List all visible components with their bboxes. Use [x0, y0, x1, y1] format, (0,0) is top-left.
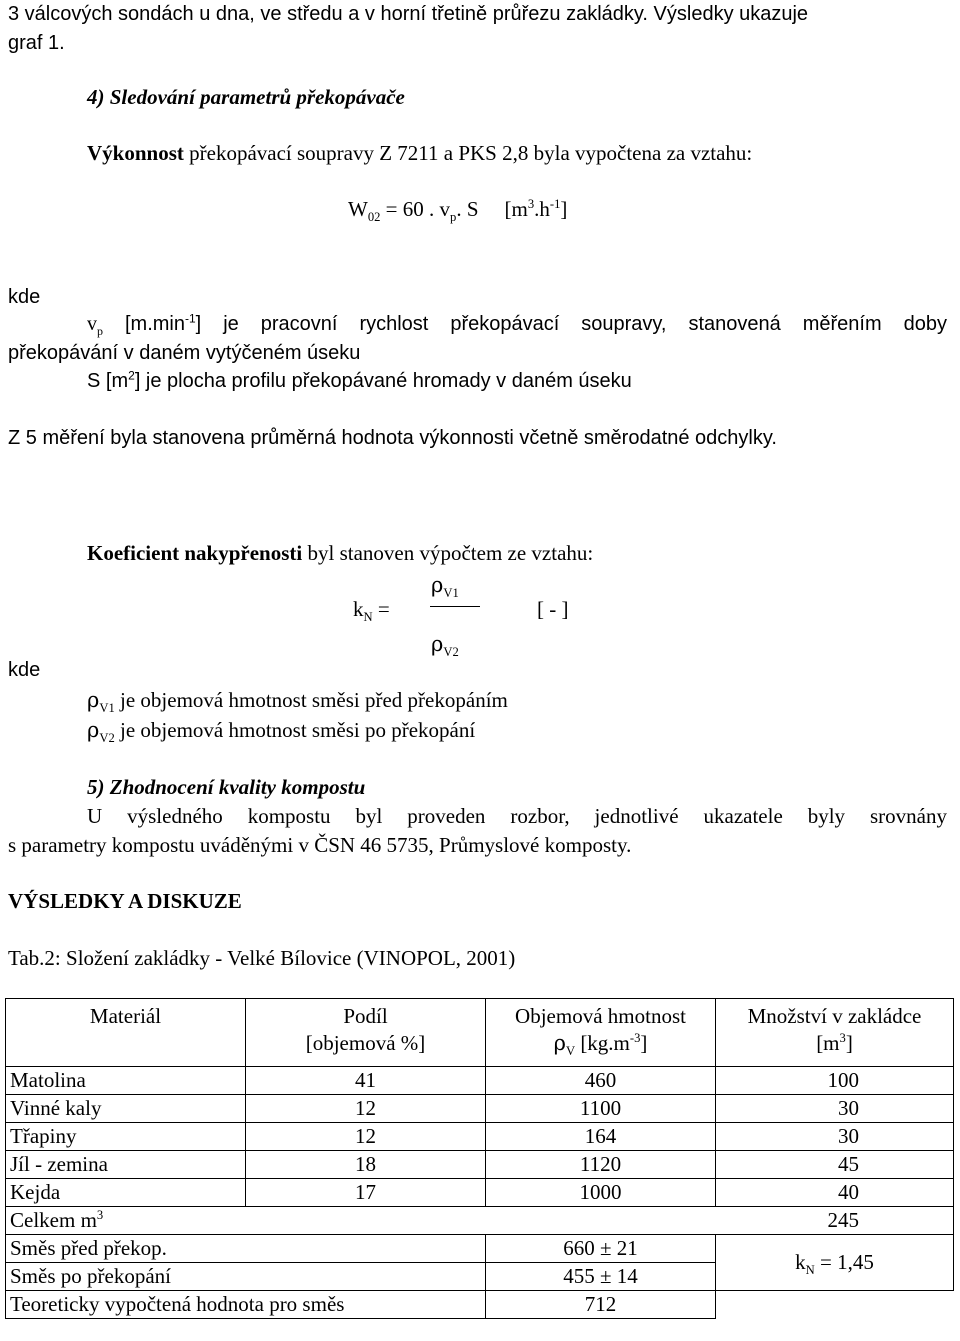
header-material [6, 999, 246, 1067]
rho-sub: V1 [443, 586, 459, 601]
k-sub: N [363, 610, 373, 625]
definition-vp [87, 311, 947, 338]
section-heading: 5) Zhodnocení kvality kompostu [87, 775, 366, 799]
fraction-denominator [431, 632, 459, 660]
cell-share: 41 [246, 1067, 486, 1095]
cell-density: 164 [486, 1123, 716, 1151]
cell-share: 17 [246, 1179, 486, 1207]
header-text: Objemová hmotnost [515, 1004, 686, 1028]
cell-density: 1120 [486, 1151, 716, 1179]
cell-amount: 30 [716, 1123, 954, 1151]
cell-share: 12 [246, 1095, 486, 1123]
header-text: [m [816, 1031, 840, 1055]
fraction-line [430, 606, 480, 607]
header-text: [objemová %] [305, 1031, 426, 1055]
k-letter: k [353, 597, 364, 621]
coef-intro-text: byl stanoven výpočtem ze vztahu: [302, 541, 594, 565]
cell-amount: 40 [716, 1179, 954, 1207]
rho-sub: V2 [99, 731, 115, 746]
total-sup: 3 [96, 1208, 104, 1222]
rho-sub: V2 [443, 645, 459, 660]
cell-share: 18 [246, 1151, 486, 1179]
def-unit: [m.min [124, 313, 185, 335]
def-text: je pracovní rychlost překopávací soupravy, stanovená měřením doby [223, 313, 947, 335]
cell-material: Vinné kaly [6, 1095, 246, 1123]
def-s-symbol: S [m [87, 370, 129, 392]
rho-sub: V [565, 1044, 576, 1059]
cell-empty [716, 1291, 954, 1319]
def-symbol: v [87, 313, 97, 335]
table-row-before [6, 1235, 954, 1263]
formula-unit: .h [534, 197, 550, 221]
def-text: je objemová hmotnost směsi po překopání [114, 718, 476, 742]
rho-symbol: ρ [553, 1031, 566, 1055]
composition-table [5, 998, 954, 1319]
def-symbol-sub: p [97, 324, 103, 338]
cell-share: 12 [246, 1123, 486, 1151]
coef-intro [87, 543, 593, 564]
header-sup: 3 [839, 1031, 846, 1045]
rho-symbol: ρ [431, 632, 444, 656]
total-label: Celkem m [10, 1208, 97, 1232]
unit-dimensionless: [ - ] [537, 597, 569, 621]
cell-density: 1100 [486, 1095, 716, 1123]
text-line: 3 válcových sondách u dna, ve středu a v horní třetině průřezu zakládky. Výsledky ukazuje [8, 3, 809, 25]
cell-total-value: 245 [716, 1207, 954, 1235]
definition-vp-cont: překopávání v daném vytýčeném úseku [8, 342, 361, 364]
kn-symbol [353, 597, 390, 625]
table-row [6, 1123, 954, 1151]
kde-label: kde [8, 659, 41, 681]
text-line: U výsledného kompostu byl proveden rozbor, jednotlivé ukazatele byly srovnány [87, 804, 947, 828]
formula-lhs: W [348, 197, 368, 221]
header-text: Materiál [89, 1004, 162, 1028]
cell-before-label: Směs před překop. [6, 1235, 486, 1263]
cell-total-label [6, 1207, 716, 1235]
table-row [6, 1151, 954, 1179]
cell-theory-value: 712 [486, 1291, 716, 1319]
table-header-row [6, 999, 954, 1067]
cell-before-value: 660 ± 21 [486, 1235, 716, 1263]
table-row-theory [6, 1291, 954, 1319]
cell-density: 1000 [486, 1179, 716, 1207]
results-heading: VÝSLEDKY A DISKUZE [8, 889, 242, 913]
cell-material: Kejda [6, 1179, 246, 1207]
section-heading: 4) Sledování parametrů překopávače [87, 85, 405, 109]
header-density [486, 999, 716, 1067]
table-caption: Tab.2: Složení zakládky - Velké Bílovice (VINOPOL, 2001) [8, 946, 516, 970]
cell-kn [716, 1235, 954, 1291]
table-row [6, 1179, 954, 1207]
def-s-text: ] je plocha profilu překopávané hromady v daném úseku [134, 370, 632, 392]
cell-amount: 100 [716, 1067, 954, 1095]
formula-sup: -1 [549, 197, 561, 211]
formula-eq: = 60 . v [380, 197, 451, 221]
formula-sup: 3 [527, 197, 535, 211]
kn-value: = 1,45 [814, 1250, 874, 1274]
header-amount [716, 999, 954, 1067]
table-row [6, 1067, 954, 1095]
rho-symbol: ρ [87, 718, 100, 742]
rho-symbol: ρ [87, 688, 100, 712]
header-sup: -3 [629, 1031, 641, 1045]
rho-sub: V1 [99, 701, 115, 716]
header-text: [kg.m [575, 1031, 630, 1055]
cell-amount: 45 [716, 1151, 954, 1179]
cell-amount: 30 [716, 1095, 954, 1123]
summary-line: Z 5 měření byla stanovena průměrná hodnota výkonnosti včetně směrodatné odchylky. [8, 427, 777, 449]
kn-sub: N [805, 1263, 815, 1278]
definition-s [87, 368, 632, 392]
fraction-numerator [431, 573, 459, 601]
table-row [6, 1095, 954, 1123]
cell-material: Třapiny [6, 1123, 246, 1151]
def-rho-v1 [87, 688, 508, 716]
table-row-total [6, 1207, 954, 1235]
formula-lhs-sub: 02 [367, 210, 381, 225]
def-unit-sup: -1 [184, 311, 196, 326]
def-unit: ] [195, 313, 202, 335]
header-share [246, 999, 486, 1067]
formula-unit: [m [504, 197, 528, 221]
cell-density: 460 [486, 1067, 716, 1095]
header-text: Podíl [343, 1004, 388, 1028]
text-line: graf 1. [8, 32, 65, 54]
formula-unit: ] [560, 197, 568, 221]
kde-label: kde [8, 286, 41, 308]
intro-paragraph [87, 143, 752, 164]
cell-material: Jíl - zemina [6, 1151, 246, 1179]
cell-after-value: 455 ± 14 [486, 1263, 716, 1291]
header-text: ] [640, 1031, 648, 1055]
header-text: ] [845, 1031, 853, 1055]
equals: = [372, 597, 390, 621]
intro-text: překopávací soupravy Z 7211 a PKS 2,8 byla vypočtena za vztahu: [183, 141, 753, 165]
cell-after-label: Směs po překopání [6, 1263, 486, 1291]
def-s-sup: 2 [128, 368, 135, 383]
coef-intro-bold: Koeficient nakypřenosti [87, 541, 303, 565]
kn-letter: k [795, 1250, 806, 1274]
intro-bold: Výkonnost [87, 141, 184, 165]
header-text: Množství v zakládce [747, 1004, 922, 1028]
rho-symbol: ρ [431, 573, 444, 597]
cell-material: Matolina [6, 1067, 246, 1095]
formula-v-sub: p [450, 210, 457, 225]
text-line: s parametry kompostu uváděnými v ČSN 46 5735, Průmyslové komposty. [8, 833, 632, 857]
formula-rest: . S [456, 197, 479, 221]
def-text: je objemová hmotnost směsi před překopáním [114, 688, 508, 712]
cell-theory-label: Teoreticky vypočtená hodnota pro směs [6, 1291, 486, 1319]
formula-w [348, 197, 568, 225]
def-rho-v2 [87, 718, 476, 746]
